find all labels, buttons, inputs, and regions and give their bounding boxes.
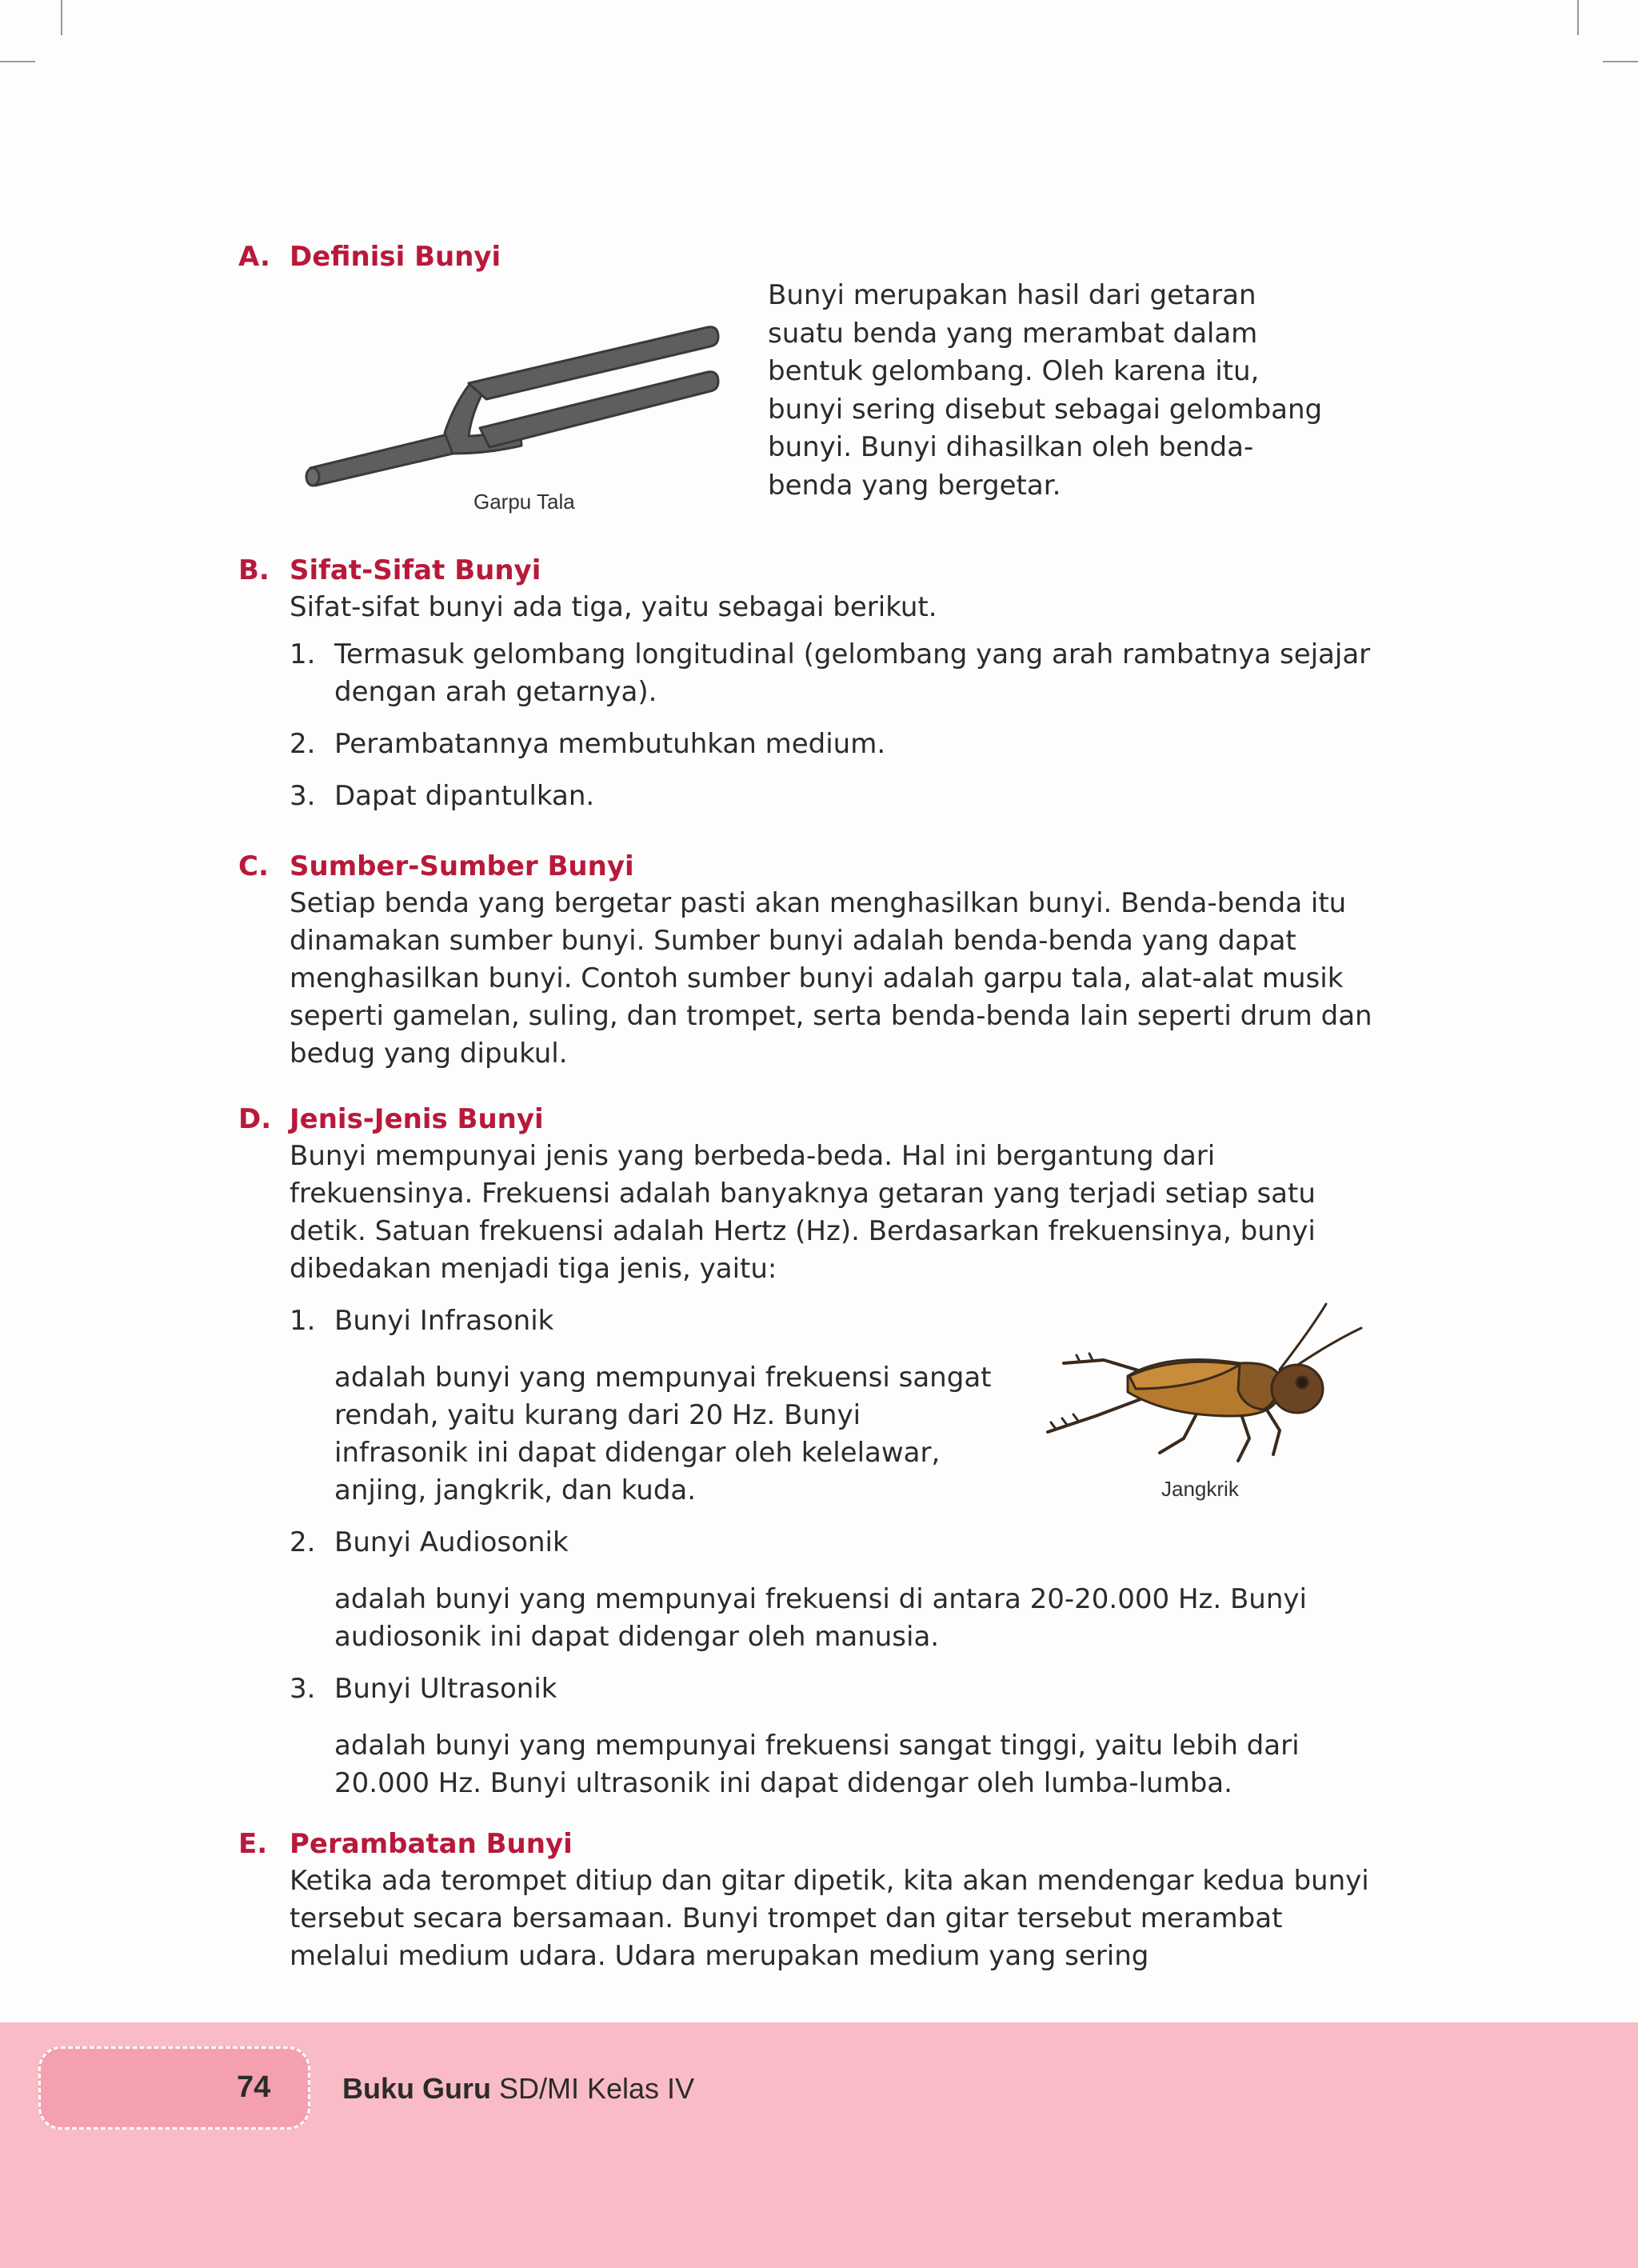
section-letter: B. — [238, 554, 270, 586]
section-letter: E. — [238, 1828, 268, 1860]
text-line: bentuk gelombang. Oleh karena itu, — [768, 355, 1260, 387]
section-heading — [238, 1101, 1374, 1138]
list-number: 1. — [290, 1305, 316, 1337]
section-heading — [238, 1826, 1374, 1862]
figure-caption: Garpu Tala — [473, 490, 575, 514]
list-number: 2. — [290, 728, 316, 760]
section-e — [238, 1826, 1374, 1975]
list-number: 3. — [290, 1673, 316, 1705]
property-list — [290, 636, 1374, 815]
section-body: Ketika ada terompet ditiup dan gitar dipetik, kita akan mendengar kedua bunyi tersebut secara bersamaan. Bunyi trompet dan gitar tersebut merambat melalui medium udara. Udara merupakan medium yang sering — [290, 1865, 1369, 1972]
section-title: Sumber-Sumber Bunyi — [290, 850, 634, 882]
section-letter: C. — [238, 850, 269, 882]
section-title: Sifat-Sifat Bunyi — [290, 554, 541, 586]
section-heading — [238, 238, 1398, 275]
section-letter: D. — [238, 1103, 272, 1135]
list-text: Termasuk gelombang longitudinal (gelombang yang arah rambatnya sejajar dengan arah getarnya). — [334, 638, 1371, 708]
sound-type-name: Bunyi Audiosonik — [334, 1526, 569, 1558]
tuning-fork-illustration — [304, 316, 728, 500]
tuning-fork-figure — [304, 316, 728, 524]
book-title-rest: SD/MI Kelas IV — [491, 2072, 695, 2105]
section-title: Jenis-Jenis Bunyi — [290, 1103, 544, 1135]
list-item — [290, 636, 1374, 711]
crop-mark — [1603, 61, 1638, 62]
section-heading — [238, 552, 1374, 589]
sound-type-description: adalah bunyi yang mempunyai frekuensi sangat rendah, yaitu kurang dari 20 Hz. Bunyi infrasonik ini dapat didengar oleh kelelawar, anjing, jangkrik, dan kuda. — [334, 1362, 992, 1506]
book-title — [342, 2072, 694, 2106]
text-line: bunyi sering disebut sebagai gelombang — [768, 393, 1323, 426]
section-title: Perambatan Bunyi — [290, 1828, 573, 1860]
list-number: 1. — [290, 638, 316, 670]
text-line: benda yang bergetar. — [768, 469, 1061, 502]
text-line: suatu benda yang merambat dalam — [768, 317, 1258, 350]
sound-type-item — [290, 1524, 1374, 1562]
list-text: Dapat dipantulkan. — [334, 780, 595, 812]
crop-mark — [0, 61, 35, 62]
book-title-bold: Buku Guru — [342, 2072, 491, 2105]
list-number: 2. — [290, 1526, 316, 1558]
section-b — [238, 552, 1374, 830]
cricket-illustration — [1040, 1296, 1376, 1480]
text-line: bunyi. Bunyi dihasilkan oleh benda- — [768, 431, 1254, 463]
list-text: Perambatannya membutuhkan medium. — [334, 728, 886, 760]
crop-mark — [1577, 0, 1579, 35]
section-a-body — [768, 277, 1376, 505]
section-intro: Sifat-sifat bunyi ada tiga, yaitu sebagai berikut. — [290, 591, 937, 623]
section-body: Setiap benda yang bergetar pasti akan menghasilkan bunyi. Benda-benda itu dinamakan sumber bunyi. Sumber bunyi adalah benda-benda yang dapat menghasilkan bunyi. Contoh sumber bunyi adalah garpu tala, alat-alat musik seperti gamelan, suling, dan trompet, serta benda-benda lain seperti drum dan bedug yang dipukul. — [290, 887, 1372, 1070]
text-line: Bunyi merupakan hasil dari getaran — [768, 279, 1256, 311]
cricket-figure — [1040, 1296, 1376, 1512]
list-item — [290, 726, 1374, 763]
sound-type-name: Bunyi Ultrasonik — [334, 1673, 557, 1705]
section-a — [238, 238, 1398, 275]
list-item — [290, 778, 1374, 815]
section-heading — [238, 848, 1374, 885]
section-c — [238, 848, 1374, 1073]
list-number: 3. — [290, 780, 316, 812]
sound-type-description: adalah bunyi yang mempunyai frekuensi di antara 20-20.000 Hz. Bunyi audiosonik ini dapat didengar oleh manusia. — [334, 1583, 1307, 1653]
section-letter: A. — [238, 241, 270, 273]
crop-mark — [61, 0, 62, 35]
sound-type-description: adalah bunyi yang mempunyai frekuensi sangat tinggi, yaitu lebih dari 20.000 Hz. Bunyi ultrasonik ini dapat didengar oleh lumba-lumba. — [334, 1730, 1300, 1799]
sound-type-name: Bunyi Infrasonik — [334, 1305, 554, 1337]
section-title: Definisi Bunyi — [290, 241, 501, 273]
page-number: 74 — [237, 2070, 271, 2104]
section-body: Bunyi mempunyai jenis yang berbeda-beda. Hal ini bergantung dari frekuensinya. Frekuensi adalah banyaknya getaran yang terjadi setiap satu detik. Satuan frekuensi adalah Hertz (Hz). Berdasarkan frekuensinya, bunyi dibedakan menjadi tiga jenis, yaitu: — [290, 1140, 1316, 1285]
sound-type-item — [290, 1670, 1374, 1708]
figure-caption: Jangkrik — [1161, 1477, 1239, 1501]
